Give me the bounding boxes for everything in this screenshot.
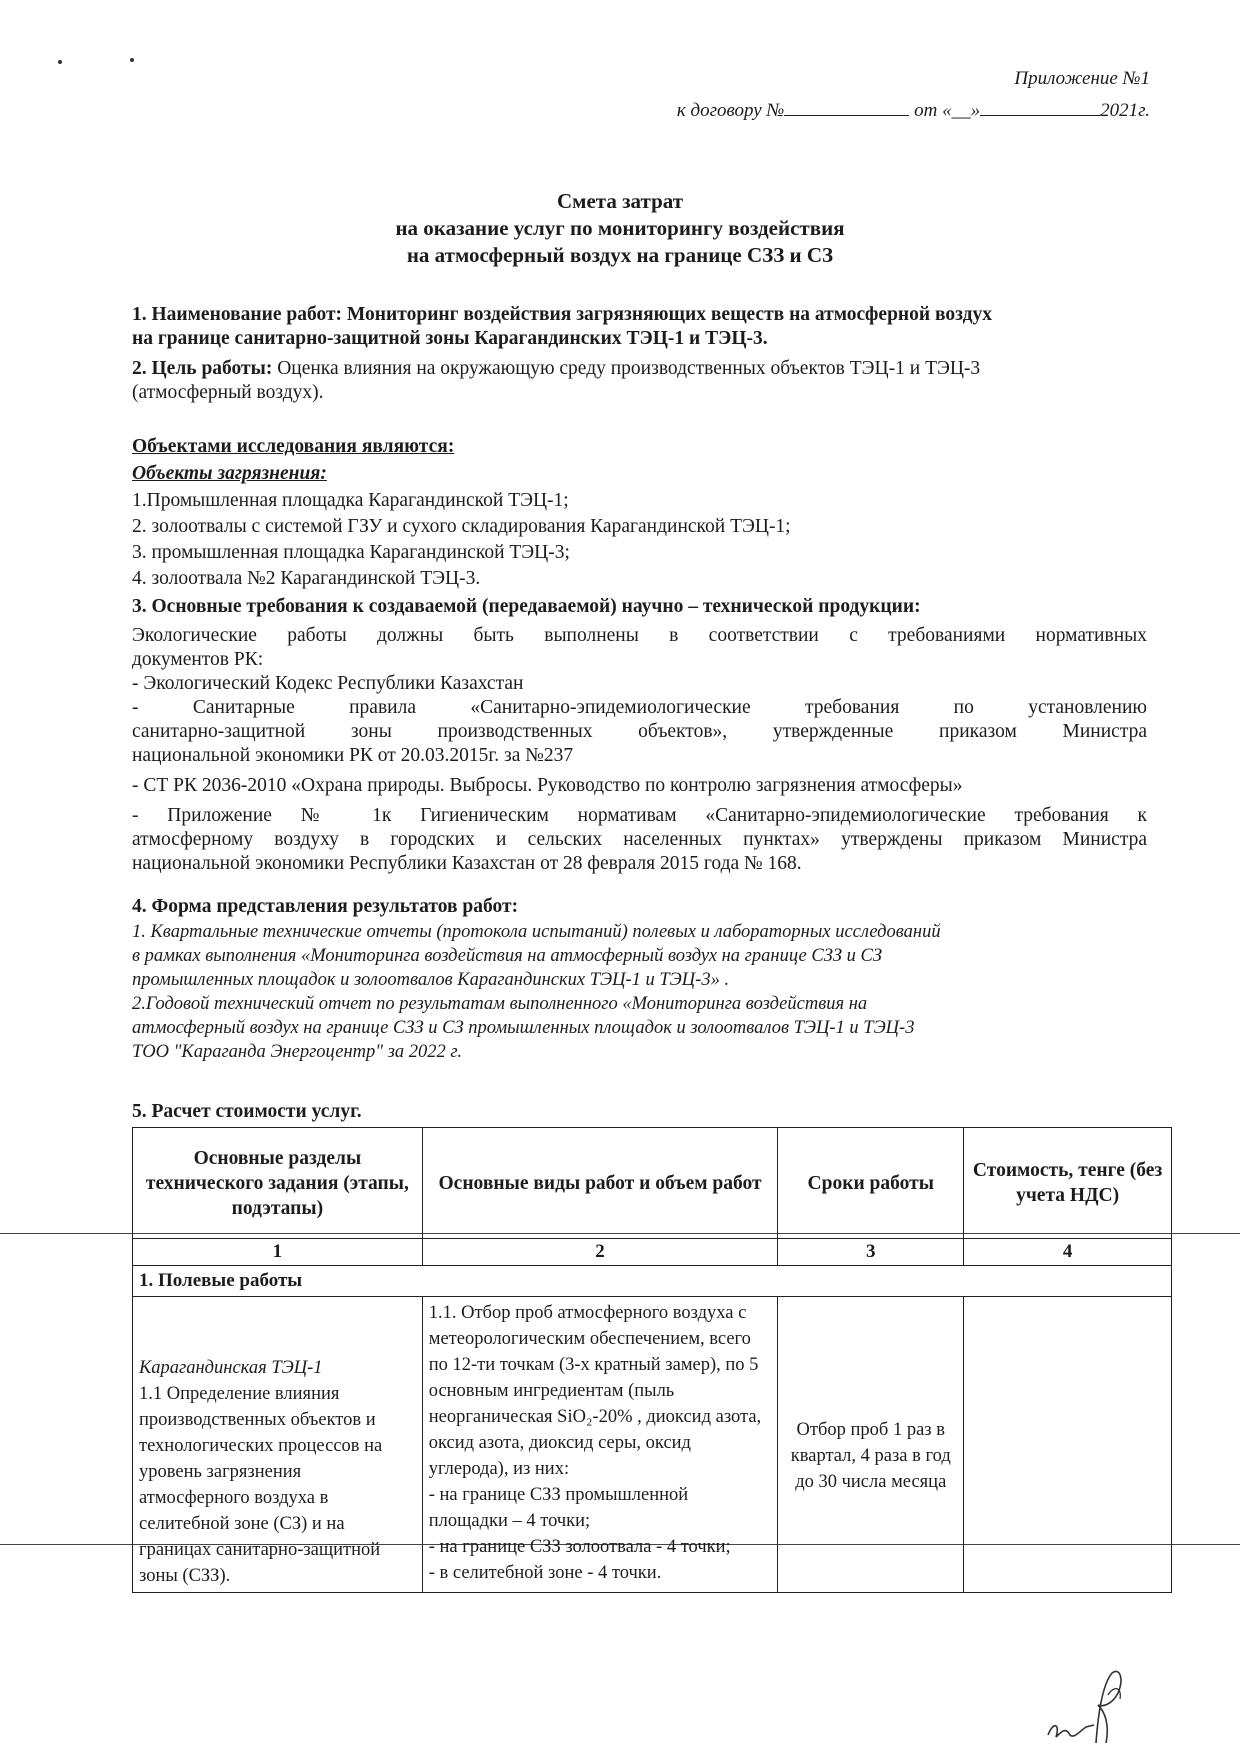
section-2-text: Оценка влияния на окружающую среду производственных объектов ТЭЦ-1 и ТЭЦ-3 (272, 358, 981, 379)
result-form-line: ТОО "Караганда Энергоцентр" за 2022 г. (132, 1042, 462, 1062)
object-item: 1.Промышленная площадка Карагандинской ТЭЦ-1; (132, 490, 569, 511)
document-title (0, 188, 1240, 269)
header-cell: Стоимость, тенге (без учета НДС) (964, 1128, 1172, 1239)
section-4-heading: 4. Форма представления результатов работ: (132, 896, 519, 917)
section-row-label: 1. Полевые работы (133, 1266, 1172, 1297)
row-terms-text: Отбор проб 1 раз в квартал, 4 раза в год до 30 числа месяца (790, 1420, 951, 1492)
title-line-3: на атмосферный воздух на границе СЗЗ и СЗ (406, 243, 834, 267)
appendix-label: Приложение №1 (1014, 68, 1150, 89)
requirement-line: - Экологический Кодекс Республики Казахстан (132, 673, 524, 694)
requirement-line: - СТ РК 2036-2010 «Охрана природы. Выбросы. Руководство по контролю загрязнения атмосферы» (132, 775, 963, 796)
contract-year: 2021г. (1100, 100, 1150, 121)
column-number: 2 (422, 1239, 778, 1266)
result-form-line: 1. Квартальные технические отчеты (протокола испытаний) полевых и лабораторных исследований (132, 922, 941, 942)
requirement-line: - Приложение № 1к Гигиеническим нормативам «Санитарно-эпидемиологические требования к (132, 805, 1147, 826)
column-number: 4 (964, 1239, 1172, 1266)
objects-heading: Объектами исследования являются: (132, 436, 455, 457)
section-2-label: 2. Цель работы: (132, 358, 273, 379)
result-form-line: в рамках выполнения «Мониторинга воздействия на атмосферный воздух на границе СЗЗ и СЗ (132, 946, 883, 966)
section-1-text: Мониторинг воздействия загрязняющих веществ на атмосферной воздух (342, 304, 993, 325)
object-item: 4. золоотвала №2 Карагандинской ТЭЦ-3. (132, 568, 481, 589)
title-line-1: Смета затрат (556, 189, 684, 213)
contract-reference (677, 100, 1150, 122)
row-works-item: - на границе СЗЗ промышленной площадки – 4 точки; (428, 1485, 689, 1531)
row-cost-cell (964, 1297, 1172, 1593)
column-number: 1 (133, 1239, 423, 1266)
cost-table (132, 1127, 1172, 1593)
requirement-line: - Санитарные правила «Санитарно-эпидемиологические требования по установлению (132, 697, 1147, 718)
pollution-objects-heading: Объекты загрязнения: (132, 463, 327, 484)
scan-dot (130, 58, 134, 62)
requirement-line: санитарно-защитной зоны производственных объектов», утвержденные приказом Министра (132, 721, 1147, 742)
signature (1040, 1665, 1140, 1750)
row-works-item: - в селитебной зоне - 4 точки. (428, 1563, 662, 1583)
objects-list (132, 488, 1147, 592)
title-line-2: на оказание услуг по мониторингу воздействия (395, 216, 845, 240)
row-works-cell (422, 1297, 778, 1593)
requirement-line: национальной экономики РК от 20.03.2015г. за №237 (132, 745, 574, 766)
requirement-line: документов РК: (132, 649, 264, 670)
column-numbers-row (133, 1239, 1172, 1266)
section-4-body (132, 920, 1147, 1064)
row-stage-title: Карагандинская ТЭЦ-1 (139, 1358, 323, 1378)
row-terms-cell (778, 1297, 964, 1593)
header-cell: Основные виды работ и объем работ (422, 1128, 778, 1239)
header-cell: Основные разделы технического задания (этапы, подэтапы) (133, 1128, 423, 1239)
row-works-text: 1.1. Отбор проб атмосферного воздуха с метеорологическим обеспечением, всего по 12-ти точкам (3-х кратный замер), по 5 основным ингредиентам (пыль неорганическая SiO₂-20% , диоксид азота, оксид азота, диоксид серы, оксид углерода), из них: (428, 1303, 762, 1479)
section-row (133, 1266, 1172, 1297)
requirement-line: атмосферному воздуху в городских и сельских населенных пунктах» утверждены приказом Министра (132, 829, 1147, 850)
requirement-line: Экологические работы должны быть выполнены в соответствии с требованиями нормативных (132, 625, 1147, 646)
header-cell: Сроки работы (778, 1128, 964, 1239)
column-number: 3 (778, 1239, 964, 1266)
row-stage-text: 1.1 Определение влияния производственных объектов и технологических процессов на уровень загрязнения атмосферного воздуха в селитебной зоне (СЗ) и на границах санитарно-защитной зоны (СЗЗ). (139, 1384, 383, 1586)
section-1-label: 1. Наименование работ: (132, 304, 343, 325)
object-item: 3. промышленная площадка Карагандинской ТЭЦ-3; (132, 542, 570, 563)
result-form-line: атмосферный воздух на границе СЗЗ и СЗ промышленных площадок и золоотвалов ТЭЦ-1 и ТЭЦ-3 (132, 1018, 915, 1038)
object-item: 2. золоотвалы с системой ГЗУ и сухого складирования Карагандинской ТЭЦ-1; (132, 516, 791, 537)
contract-date-blank (980, 115, 1100, 116)
requirement-line: национальной экономики Республики Казахстан от 28 февраля 2015 года № 168. (132, 853, 802, 874)
section-3-heading: 3. Основные требования к создаваемой (передаваемой) научно – технической продукции: (132, 596, 921, 617)
result-form-line: промышленных площадок и золоотвалов Карагандинских ТЭЦ-1 и ТЭЦ-3» . (132, 970, 730, 990)
contract-date-from: от «__» (914, 100, 981, 121)
section-1-line-2: на границе санитарно-защитной зоны Карагандинских ТЭЦ-1 и ТЭЦ-3. (132, 328, 768, 349)
result-form-line: 2.Годовой технический отчет по результатам выполненного «Мониторинга воздействия на (132, 994, 868, 1014)
table-header-row (133, 1128, 1172, 1239)
section-5-heading: 5. Расчет стоимости услуг. (132, 1101, 362, 1122)
table-row (133, 1297, 1172, 1593)
section-2-line-2: (атмосферный воздух). (132, 382, 324, 403)
scan-dot (58, 60, 62, 64)
row-stage-cell (133, 1297, 423, 1593)
section-2 (132, 357, 1147, 405)
contract-prefix: к договору № (676, 100, 785, 121)
section-1 (132, 303, 1147, 351)
row-works-item: - на границе СЗЗ золоотвала - 4 точки; (428, 1537, 731, 1557)
contract-number-blank (784, 115, 909, 116)
section-3-body (132, 624, 1147, 876)
